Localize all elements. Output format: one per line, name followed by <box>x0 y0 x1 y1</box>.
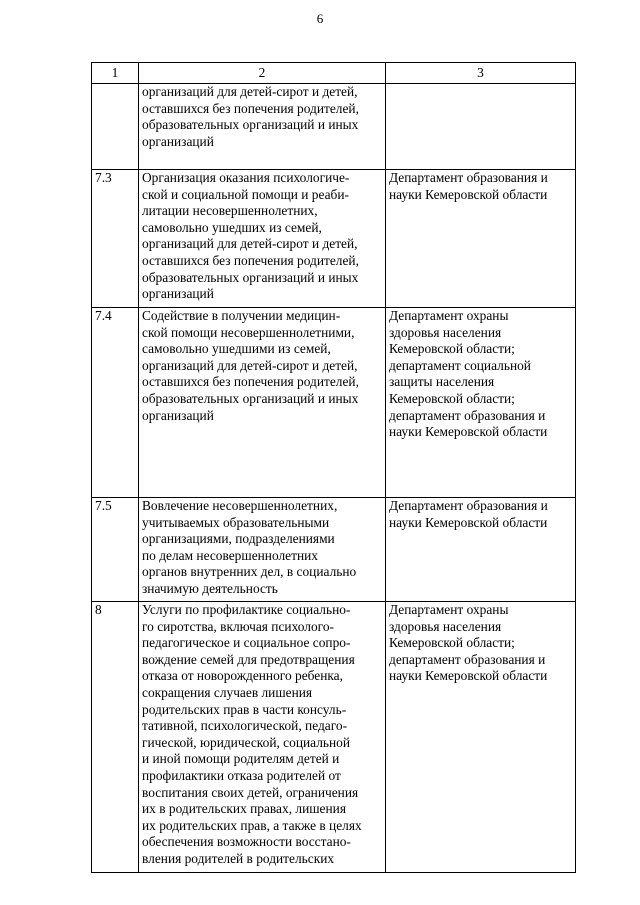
description-line: образовательных организаций и иных <box>142 390 359 406</box>
description-line: Организация оказания психологиче- <box>142 170 350 185</box>
row-responsible <box>386 308 576 498</box>
description-line: сокращения случаев лишения <box>142 684 313 700</box>
row-number: 7.4 <box>92 308 139 498</box>
description-line: организаций <box>142 286 214 302</box>
description-line: самовольно ушедших из семей, <box>142 219 322 235</box>
description-line: их родительских прав, а также в целях <box>142 817 362 833</box>
table-row <box>92 308 576 498</box>
description-line: родительских прав в части консуль- <box>142 701 347 717</box>
description-line: вления родителей в родительских <box>142 850 335 866</box>
row-description <box>139 84 386 170</box>
description-line: вождение семей для предотвращения <box>142 651 355 667</box>
description-line: организаций для детей-сирот и детей, <box>142 357 358 373</box>
description-line: образовательных организаций и иных <box>142 269 359 285</box>
description-line: профилактики отказа родителей от <box>142 767 341 783</box>
responsible-line: Кемеровской области; <box>389 390 515 406</box>
header-col-1: 1 <box>92 63 139 84</box>
description-line: воспитания своих детей, ограничения <box>142 784 359 800</box>
page-number: 6 <box>316 11 324 26</box>
description-line: организаций для детей-сирот и детей, <box>142 236 358 252</box>
description-line: их в родительских правах, лишения <box>142 801 346 817</box>
description-line: педагогическое и социальное сопро- <box>142 635 351 651</box>
table-row <box>92 84 576 170</box>
responsible-line: науки Кемеровской области <box>389 514 548 530</box>
responsible-line: науки Кемеровской области <box>389 424 548 440</box>
description-line: оставшихся без попечения родителей, <box>142 100 359 116</box>
responsible-line: Департамент образования и <box>389 498 548 513</box>
row-number: 8 <box>92 602 139 873</box>
header-col-2: 2 <box>139 63 386 84</box>
responsible-line: Кемеровской области; <box>389 341 515 357</box>
header-col-3: 3 <box>386 63 576 84</box>
description-line: литации несовершеннолетних, <box>142 203 318 219</box>
table-row <box>92 602 576 873</box>
description-line: органов внутренних дел, в социально <box>142 564 357 580</box>
row-number <box>92 84 139 170</box>
table-row <box>92 498 576 602</box>
responsible-line: защиты населения <box>389 374 495 390</box>
description-line: гической, юридической, социальной <box>142 734 351 750</box>
row-description <box>139 498 386 602</box>
description-line: по делам несовершеннолетних <box>142 547 318 563</box>
description-line: Содействие в получении медицин- <box>142 308 341 323</box>
responsible-line: Департамент охраны <box>389 602 509 617</box>
description-line: организациями, подразделениями <box>142 531 335 547</box>
responsible-line: департамент социальной <box>389 357 531 373</box>
description-line: оставшихся без попечения родителей, <box>142 252 359 268</box>
responsible-line: Кемеровской области; <box>389 635 515 651</box>
description-line: Вовлечение несовершеннолетних, <box>142 498 338 513</box>
row-description <box>139 602 386 873</box>
row-number: 7.3 <box>92 170 139 308</box>
description-line: го сиротства, включая психолого- <box>142 618 334 634</box>
description-line: Услуги по профилактике социально- <box>142 602 351 617</box>
responsible-line: здоровья населения <box>389 618 502 634</box>
responsible-line: науки Кемеровской области <box>389 186 548 202</box>
responsible-line: Департамент охраны <box>389 308 509 323</box>
responsible-line: науки Кемеровской области <box>389 668 548 684</box>
responsible-line: департамент образования и <box>389 651 546 667</box>
description-line: учитываемых образовательными <box>142 514 330 530</box>
description-line: ской помощи несовершеннолетними, <box>142 324 355 340</box>
row-responsible <box>386 170 576 308</box>
row-responsible <box>386 602 576 873</box>
description-line: организаций для детей-сирот и детей, <box>142 84 358 99</box>
table-row <box>92 170 576 308</box>
description-line: образовательных организаций и иных <box>142 117 359 133</box>
row-description <box>139 308 386 498</box>
row-responsible <box>386 498 576 602</box>
row-description <box>139 170 386 308</box>
responsible-line: здоровья населения <box>389 324 502 340</box>
document-table <box>91 62 576 873</box>
description-line: оставшихся без попечения родителей, <box>142 374 359 390</box>
description-line: и иной помощи родителям детей и <box>142 751 340 767</box>
description-line: обеспечения возможности восстано- <box>142 834 351 850</box>
row-responsible <box>386 84 576 170</box>
row-number: 7.5 <box>92 498 139 602</box>
table-header-row <box>92 63 576 84</box>
description-line: отказа от новорожденного ребенка, <box>142 668 343 684</box>
description-line: самовольно ушедшими из семей, <box>142 341 331 357</box>
description-line: значимую деятельность <box>142 580 278 596</box>
description-line: организаций <box>142 133 214 149</box>
description-line: тативной, психологической, педаго- <box>142 718 348 734</box>
description-line: ской и социальной помощи и реаби- <box>142 186 349 202</box>
responsible-line: Департамент образования и <box>389 170 548 185</box>
description-line: организаций <box>142 407 214 423</box>
responsible-line: департамент образования и <box>389 407 546 423</box>
